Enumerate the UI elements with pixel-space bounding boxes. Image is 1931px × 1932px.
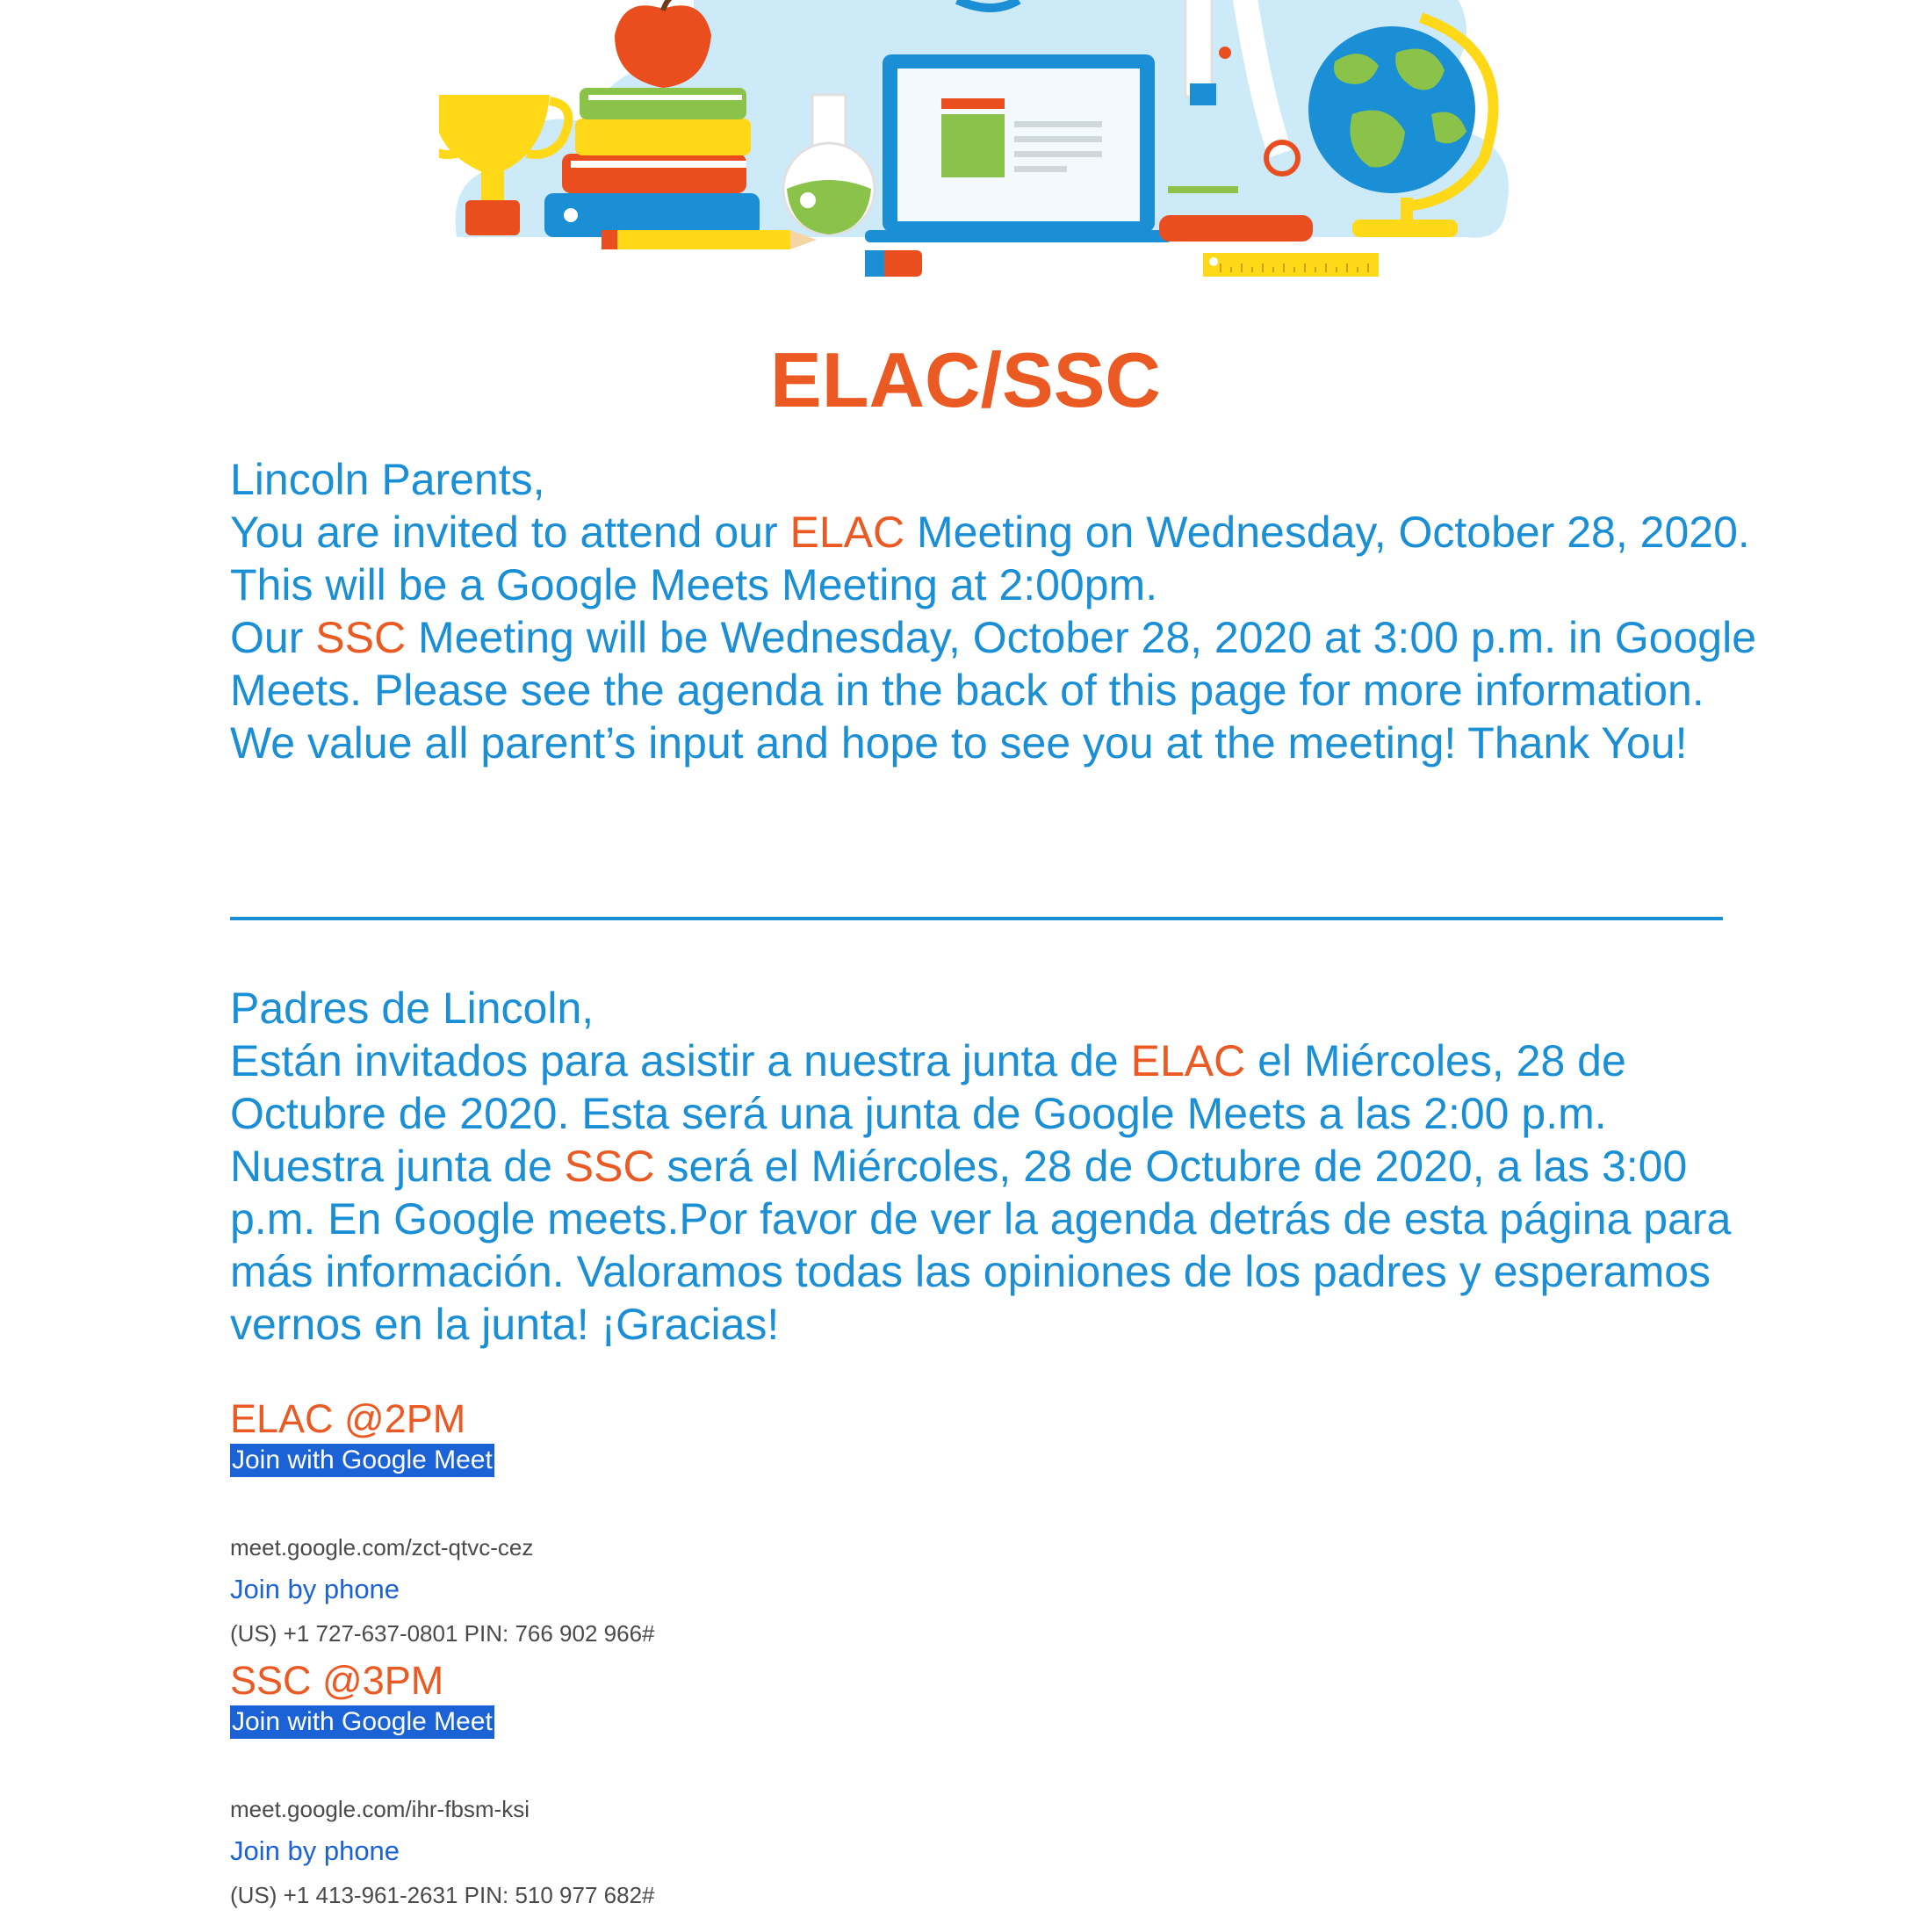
english-p1-text: You are invited to attend our <box>230 508 790 557</box>
english-p1-rest: Meeting on Wednesday, October 28, 2020. This will be a Google Meets Meeting at 2:00pm. <box>230 508 1750 609</box>
english-paragraph-ssc <box>230 611 1758 769</box>
english-paragraph-elac <box>230 506 1758 611</box>
elac-phone-info: (US) +1 727-637-0801 PIN: 766 902 966# <box>230 1620 655 1647</box>
laptop-icon <box>865 54 1172 277</box>
english-p2-text: Our <box>230 613 316 662</box>
spanish-greeting: Padres de Lincoln, <box>230 984 594 1033</box>
ssc-join-by-phone-link[interactable]: Join by phone <box>230 1835 400 1866</box>
elac-meeting-block <box>230 1396 494 1477</box>
elac-highlight: ELAC <box>1130 1036 1246 1085</box>
elac-meet-url[interactable]: meet.google.com/zct-qtvc-cez <box>230 1534 534 1561</box>
english-letter <box>230 453 1758 769</box>
elac-highlight: ELAC <box>789 508 905 557</box>
school-supplies-illustration <box>439 0 1519 285</box>
ssc-phone-info: (US) +1 413-961-2631 PIN: 510 977 682# <box>230 1882 655 1908</box>
elac-join-by-phone-link[interactable]: Join by phone <box>230 1574 400 1604</box>
ssc-meeting-heading: SSC @3PM <box>230 1658 444 1703</box>
ssc-highlight: SSC <box>564 1142 655 1191</box>
elac-meeting-heading: ELAC @2PM <box>230 1396 466 1441</box>
page-title: ELAC/SSC <box>770 336 1161 423</box>
elac-join-meet-link[interactable]: Join with Google Meet <box>230 1444 494 1477</box>
ssc-meet-url[interactable]: meet.google.com/ihr-fbsm-ksi <box>230 1796 530 1822</box>
spanish-paragraph-elac <box>230 1034 1758 1140</box>
spanish-p2-text: Nuestra junta de <box>230 1142 565 1191</box>
spanish-paragraph-ssc <box>230 1140 1758 1351</box>
ssc-meeting-block <box>230 1658 494 1739</box>
english-greeting: Lincoln Parents, <box>230 455 545 504</box>
ruler-icon <box>1203 253 1379 277</box>
ssc-highlight: SSC <box>315 613 407 662</box>
section-divider <box>230 917 1723 920</box>
spanish-p2-rest: será el Miércoles, 28 de Octubre de 2020, a las 3:00 p.m. En Google meets.Por favor de ver la agenda detrás de esta página para más información. Valoramos todas las opiniones de los padres y esperamos vernos en la junta! ¡Gracias! <box>230 1142 1732 1349</box>
ssc-join-meet-link[interactable]: Join with Google Meet <box>230 1705 494 1739</box>
spanish-letter <box>230 982 1758 1351</box>
spanish-p1-rest: el Miércoles, 28 de Octubre de 2020. Esta será una junta de Google Meets a las 2:00 p.m. <box>230 1036 1626 1138</box>
books-icon <box>544 88 760 237</box>
pencil-icon <box>602 230 817 249</box>
english-p2-rest: Meeting will be Wednesday, October 28, 2020 at 3:00 p.m. in Google Meets. Please see the agenda in the back of this page for more information. We value all parent’s input and hope to see you at the meeting! Thank You! <box>230 613 1757 768</box>
spanish-p1-text: Están invitados para asistir a nuestra junta de <box>230 1036 1131 1085</box>
